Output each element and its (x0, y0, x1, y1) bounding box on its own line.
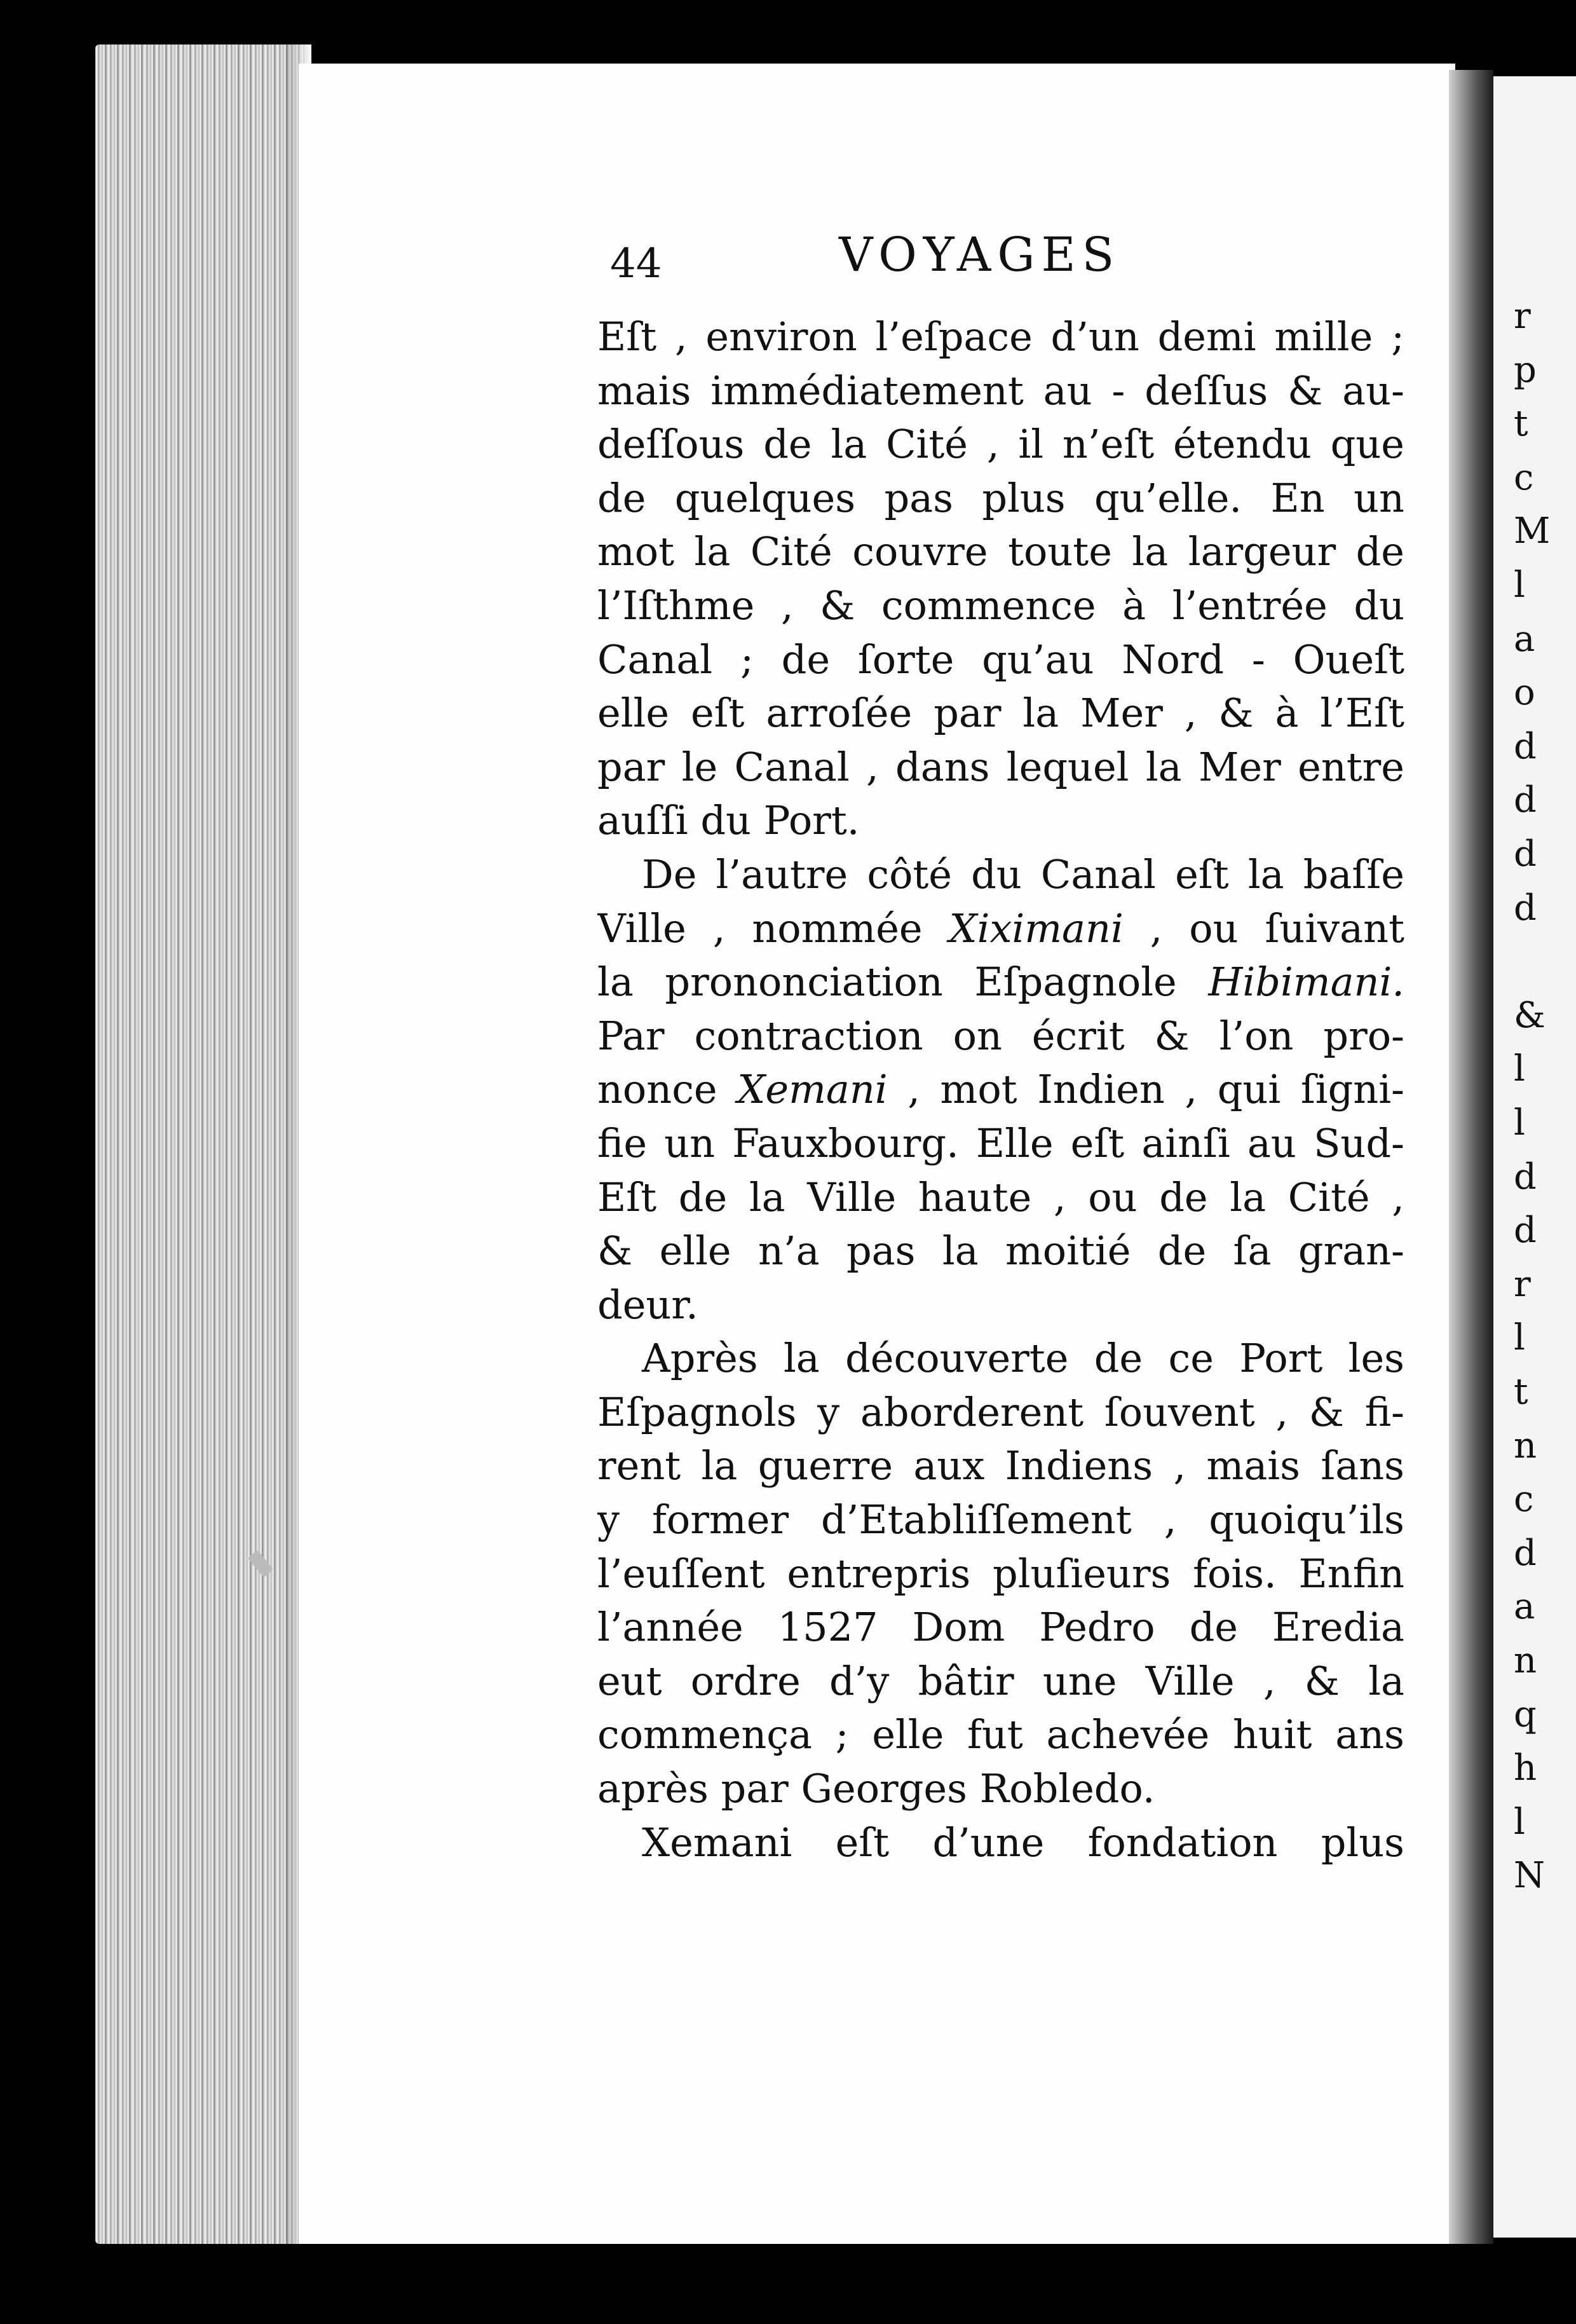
facing-page-letter: r (1514, 1263, 1531, 1305)
facing-page-letter: l (1514, 564, 1525, 606)
text-line: Eſpagnols y aborderent ſouvent , & fi- (597, 1388, 1404, 1435)
facing-page-letter: d (1514, 833, 1537, 875)
text-line: eut ordre d’y bâtir une Ville , & la (597, 1657, 1404, 1704)
text-line: fie un Fauxbourg. Elle eſt ainſi au Sud- (597, 1119, 1404, 1166)
text-line: elle eſt arroſée par la Mer , & à l’Eſt (597, 690, 1404, 737)
body-text (597, 310, 1404, 1869)
book-gutter-shadow (1449, 70, 1493, 2244)
running-title: VOYAGES (839, 228, 1121, 282)
text-line (597, 955, 1404, 1009)
text-line: deſſous de la Cité , il n’eſt étendu que (597, 421, 1404, 468)
facing-page-letter: h (1514, 1747, 1537, 1789)
text-line: deur. (597, 1281, 698, 1328)
facing-page-letter: l (1514, 1801, 1525, 1843)
facing-page-letter: d (1514, 1156, 1537, 1198)
facing-page-letter: l (1514, 1102, 1525, 1144)
text-line: Canal ; de ſorte qu’au Nord - Oueſt (597, 636, 1404, 683)
facing-page-letter: d (1514, 725, 1537, 767)
place-name-italic: Xemani (737, 1066, 888, 1113)
text-line: De l’autre côté du Canal eſt la baſſe (642, 851, 1404, 898)
facing-page-letter: t (1514, 1371, 1528, 1412)
text-line (597, 1063, 1404, 1117)
text-line: mot la Cité couvre toute la largeur de (597, 528, 1404, 575)
facing-page-letter: n (1514, 1425, 1537, 1466)
text-line: y former d’Etabliſſement , quoiqu’ils (597, 1496, 1404, 1543)
facing-page-letter: c (1514, 1479, 1534, 1521)
text-line: après par Georges Robledo. (597, 1765, 1155, 1812)
facing-page-letter: a (1514, 1586, 1535, 1628)
facing-page-letter: l (1514, 1317, 1525, 1359)
facing-page-letter: d (1514, 1210, 1537, 1252)
facing-page-letter: o (1514, 672, 1535, 714)
text-segment: Ville , nommée (597, 905, 949, 952)
text-line: de quelques pas plus qu’elle. En un (597, 474, 1404, 521)
text-line: commença ; elle fut achevée huit ans (597, 1711, 1404, 1758)
text-line: rent la guerre aux Indiens , mais ſans (597, 1442, 1404, 1489)
text-line: l’Iſthme , & commence à l’entrée du (597, 582, 1404, 629)
facing-page-letter: r (1514, 296, 1531, 337)
text-line: l’année 1527 Dom Pedro de Eredia (597, 1604, 1404, 1651)
facing-page-letter: N (1514, 1855, 1545, 1897)
text-segment: , mot Indien , qui ſigni- (887, 1066, 1404, 1113)
text-line: mais immédiatement au - deſſus & au- (597, 367, 1404, 414)
text-line: Par contraction on écrit & l’on pro- (597, 1012, 1404, 1059)
text-line: l’euſſent entrepris pluſieurs fois. Enfin (597, 1550, 1404, 1597)
facing-page-letter: q (1514, 1693, 1537, 1735)
text-line: Xemani eſt d’une fondation plus (642, 1819, 1404, 1866)
facing-page-letter: l (1514, 1048, 1525, 1090)
facing-page-letter: n (1514, 1640, 1537, 1681)
page-number: 44 (610, 240, 662, 287)
text-line: Après la découverte de ce Port les (642, 1335, 1404, 1382)
facing-page-letter: t (1514, 403, 1528, 445)
facing-page-letter: M (1514, 510, 1551, 552)
facing-page-letter: d (1514, 1532, 1537, 1574)
text-segment: , ou ſuivant (1123, 905, 1404, 952)
facing-page-letter: a (1514, 618, 1535, 660)
text-segment: nonce (597, 1066, 738, 1113)
book-page-edges (95, 44, 311, 2244)
facing-page-letter: c (1514, 456, 1534, 498)
place-name-italic: Xiximani (949, 905, 1124, 952)
running-header (610, 228, 1404, 297)
facing-page-letter: p (1514, 349, 1537, 391)
text-line: par le Canal , dans lequel la Mer entre (597, 743, 1404, 790)
text-line: Eſt , environ l’eſpace d’un demi mille ; (597, 313, 1404, 360)
facing-page-letter: d (1514, 779, 1537, 821)
text-line (597, 902, 1404, 956)
facing-page-letter: & (1514, 994, 1545, 1036)
text-segment: la prononciation Eſpagnole (597, 959, 1209, 1006)
place-name-italic: Hibimani. (1208, 959, 1404, 1006)
facing-page-letter: d (1514, 887, 1537, 929)
text-line: auſſi du Port. (597, 797, 860, 844)
text-line: Eſt de la Ville haute , ou de la Cité , (597, 1173, 1404, 1220)
text-line: & elle n’a pas la moitié de ſa gran- (597, 1227, 1404, 1275)
